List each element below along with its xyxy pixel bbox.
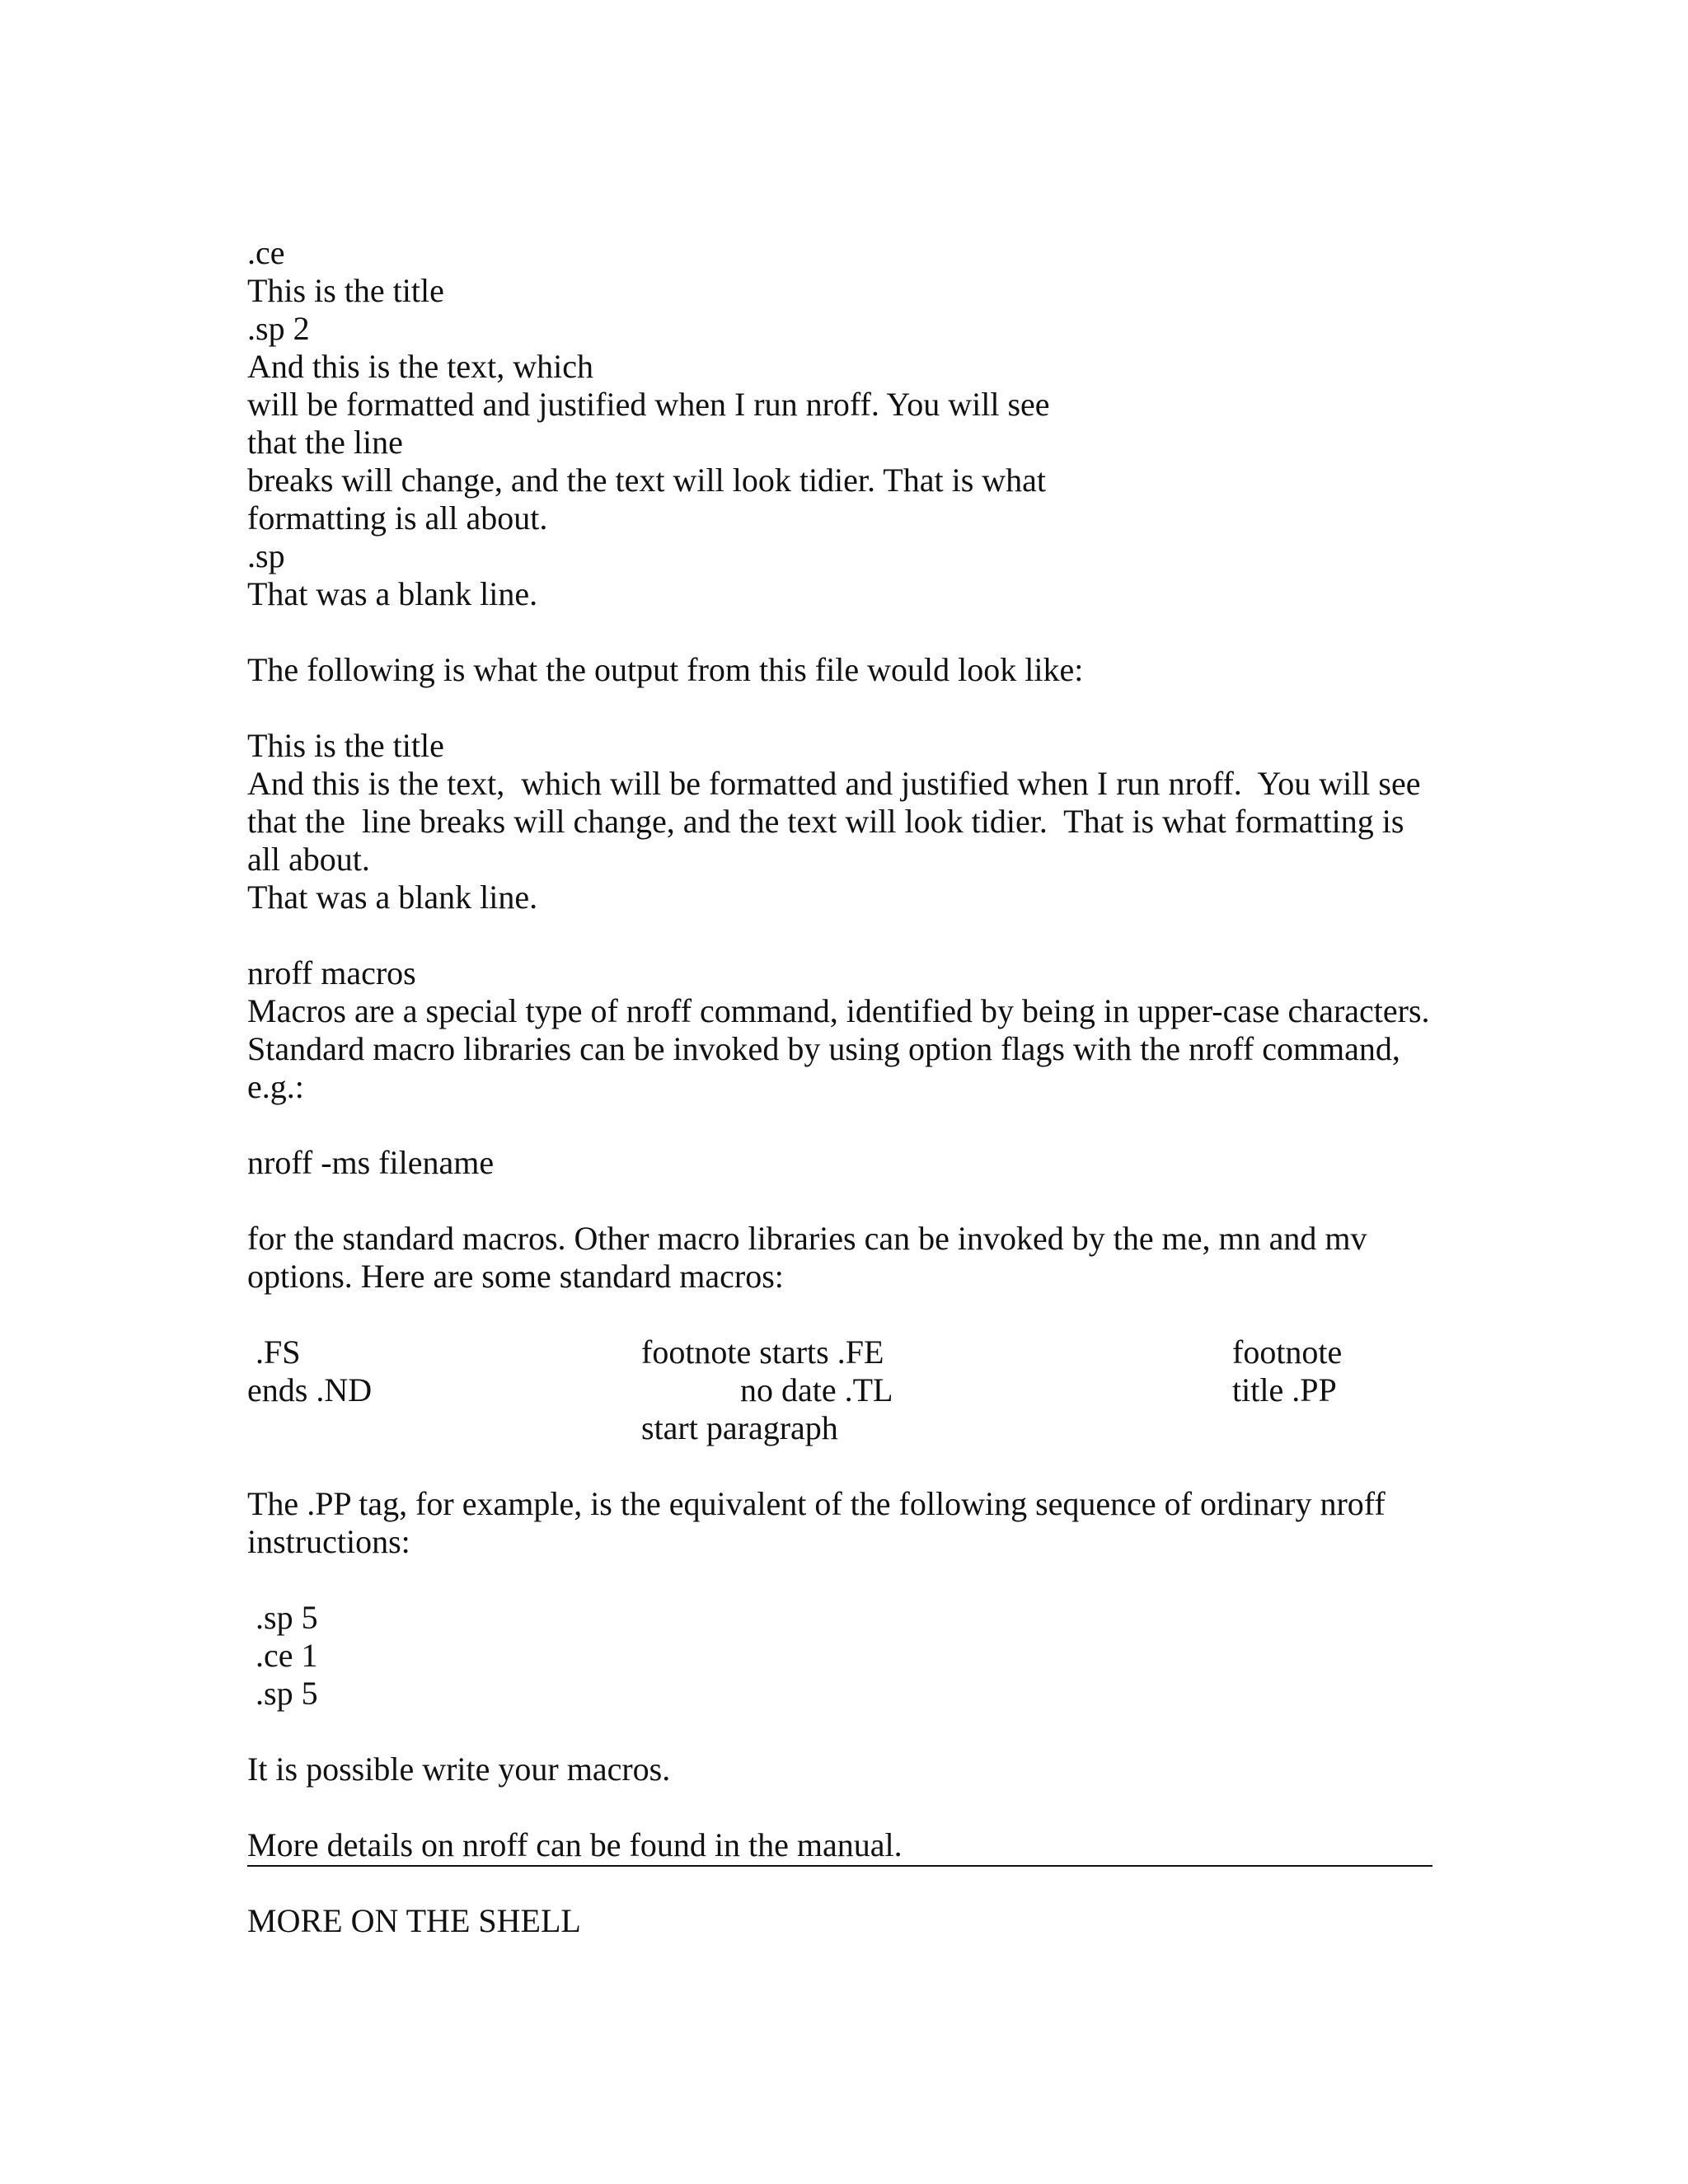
text-line: all about. bbox=[247, 841, 370, 878]
text-line: That was a blank line. bbox=[247, 879, 538, 916]
horizontal-rule bbox=[247, 1865, 1432, 1867]
section-heading: MORE ON THE SHELL bbox=[247, 1902, 581, 1939]
text-line: And this is the text, which bbox=[247, 348, 593, 385]
text-line: And this is the text, which will be formatted and justified when I run nroff. You will see bbox=[247, 765, 1421, 802]
command-example: nroff -ms filename bbox=[247, 1144, 495, 1181]
text-line: will be formatted and justified when I run nroff. You will see bbox=[247, 386, 1050, 423]
macro-table-cell: no date .TL bbox=[740, 1371, 893, 1408]
text-line: for the standard macros. Other macro libraries can be invoked by the me, mn and mv bbox=[247, 1220, 1367, 1257]
text-line: that the line bbox=[247, 424, 403, 461]
text-line: .ce bbox=[247, 234, 285, 271]
text-line: This is the title bbox=[247, 272, 444, 309]
code-line: .sp 5 bbox=[247, 1675, 318, 1712]
code-line: .sp 5 bbox=[247, 1599, 318, 1636]
macro-table-cell: .FS bbox=[247, 1333, 301, 1371]
text-line: Macros are a special type of nroff command, identified by being in upper-case characters. bbox=[247, 992, 1430, 1029]
text-line: More details on nroff can be found in the manual. bbox=[247, 1826, 903, 1863]
text-line: The .PP tag, for example, is the equivalent of the following sequence of ordinary nroff bbox=[247, 1485, 1386, 1522]
macro-table-cell: ends .ND bbox=[247, 1371, 373, 1408]
text-line: options. Here are some standard macros: bbox=[247, 1258, 784, 1295]
macro-table-cell: start paragraph bbox=[641, 1409, 838, 1446]
text-line: breaks will change, and the text will look tidier. That is what bbox=[247, 462, 1047, 499]
text-line: that the line breaks will change, and the text will look tidier. That is what formatting is bbox=[247, 803, 1404, 840]
text-line: The following is what the output from this file would look like: bbox=[247, 651, 1084, 688]
code-line: .ce 1 bbox=[247, 1637, 318, 1674]
text-line: That was a blank line. bbox=[247, 575, 538, 612]
text-line: instructions: bbox=[247, 1523, 410, 1560]
macro-table-cell: footnote starts .FE bbox=[641, 1333, 884, 1371]
macro-table-cell: footnote bbox=[1232, 1333, 1343, 1371]
text-line: formatting is all about. bbox=[247, 499, 548, 537]
text-line: .sp 2 bbox=[247, 310, 310, 347]
text-line: .sp bbox=[247, 537, 285, 574]
text-line: It is possible write your macros. bbox=[247, 1750, 671, 1788]
text-line: Standard macro libraries can be invoked by using option flags with the nroff command, bbox=[247, 1030, 1400, 1067]
text-line: This is the title bbox=[247, 727, 444, 764]
section-heading: nroff macros bbox=[247, 954, 416, 991]
text-line: e.g.: bbox=[247, 1068, 304, 1105]
macro-table-cell: title .PP bbox=[1232, 1371, 1337, 1408]
